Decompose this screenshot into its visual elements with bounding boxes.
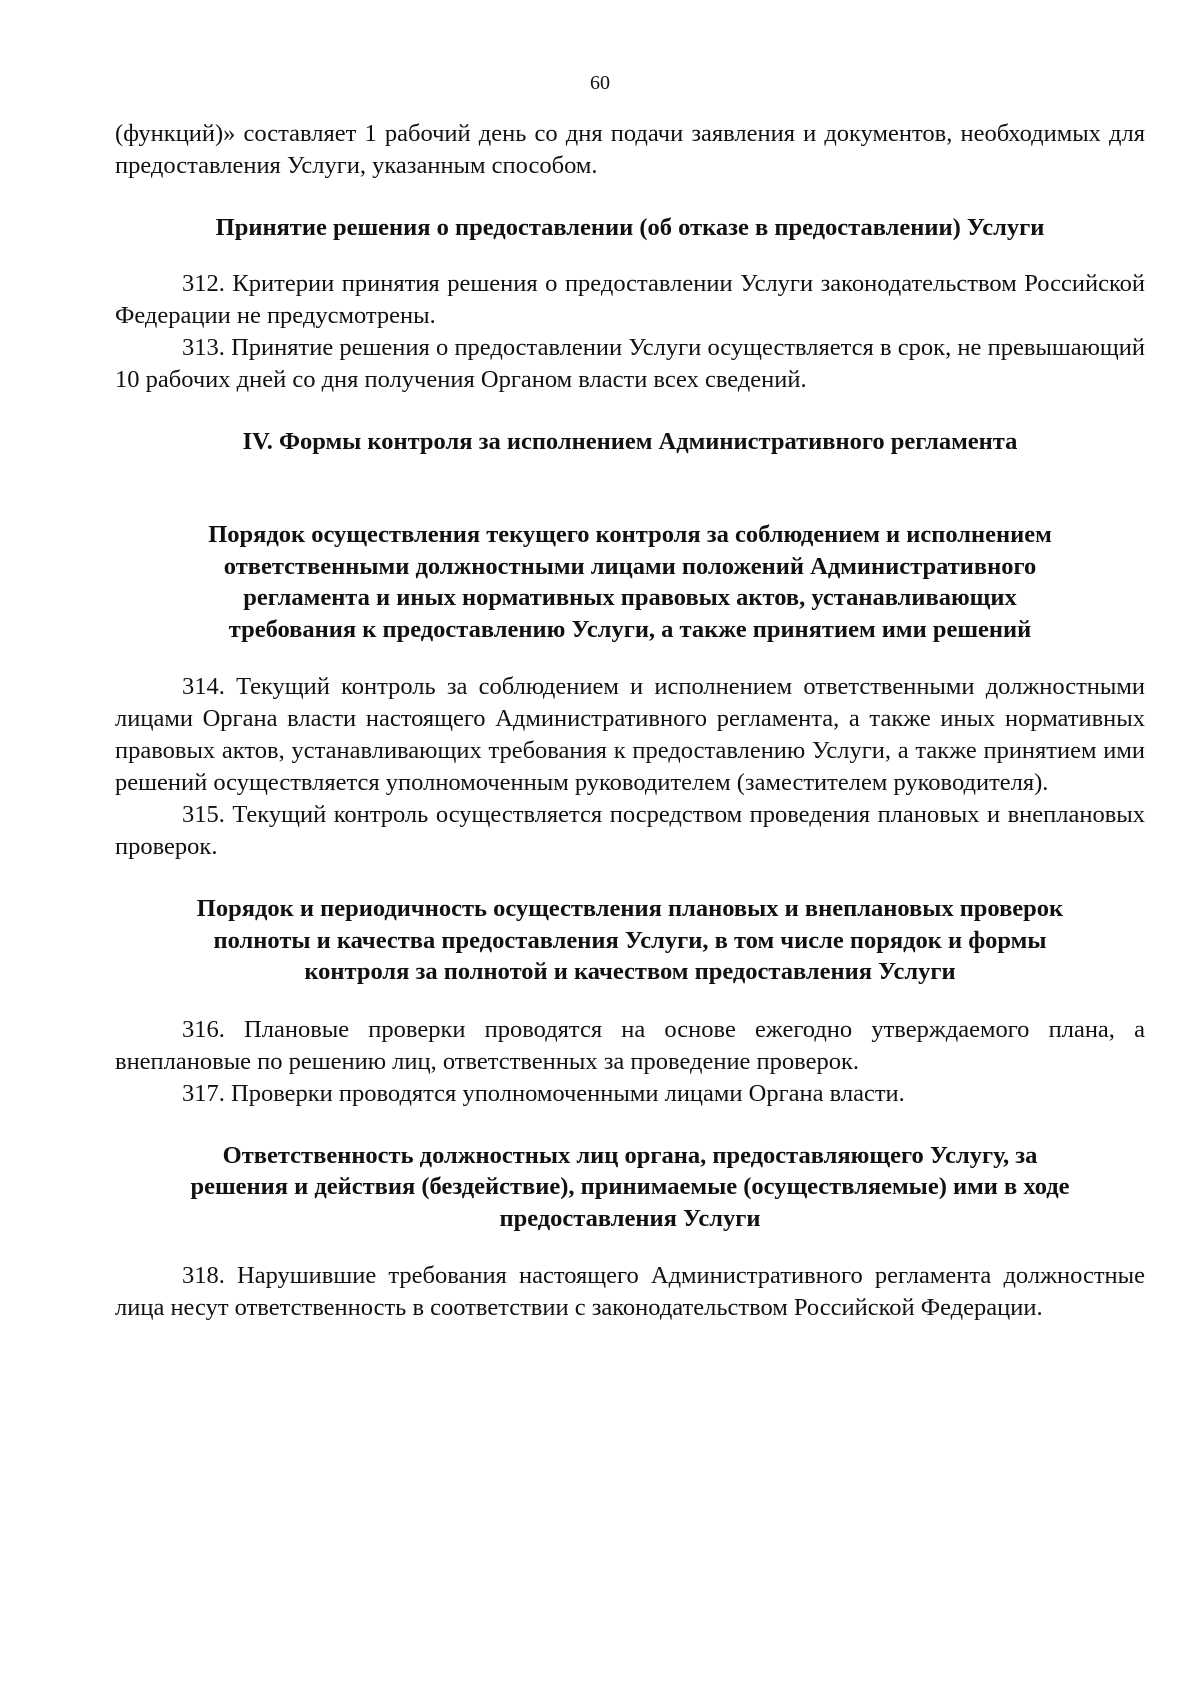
document-body [115,118,1145,1324]
paragraph-315: 315. Текущий контроль осуществляется посредством проведения плановых и внеплановых проверок. [115,801,1145,860]
heading-line: Порядок осуществления текущего контроля за соблюдением и исполнением [208,521,1052,548]
paragraph-314: 314. Текущий контроль за соблюдением и исполнением ответственными должностными лицами Органа власти настоящего Административного регламента, а также иных нормативных правовых актов, устанавливающих требования к предоставлению Услуги, а также принятием ими решений осуществляется уполномоченным руководителем (заместителем руководителя). [115,673,1145,796]
heading-current-control [115,519,1145,645]
paragraph-313: 313. Принятие решения о предоставлении Услуги осуществляется в срок, не превышающий 10 рабочих дней со дня получения Органом власти всех сведений. [115,333,1145,393]
heading-line: регламента и иных нормативных правовых актов, устанавливающих [243,584,1017,611]
heading-line: Ответственность должностных лиц органа, предоставляющего Услугу, за [222,1141,1038,1169]
heading-line: требования к предоставлению Услуги, а также принятием ими решений [228,615,1032,643]
paragraph-316: 316. Плановые проверки проводятся на основе ежегодно утверждаемого плана, а внеплановые по решению лиц, ответственных за проведение проверок. [115,1015,1145,1075]
paragraph-continuation: (функций)» составляет 1 рабочий день со дня подачи заявления и документов, необходимых для предоставления Услуги, указанным способом. [115,120,1145,179]
heading-line: решения и действия (бездействие), принимаемые (осуществляемые) ими в ходе [190,1173,1070,1200]
heading-inspections [115,893,1145,988]
heading-line: полноты и качества предоставления Услуги, в том числе порядок и формы [213,926,1047,954]
heading-line: контроля за полнотой и качеством предоставления Услуги [304,958,956,985]
heading-line: Порядок и периодичность осуществления плановых и внеплановых проверок [196,895,1064,922]
heading-section-4 [115,426,1145,458]
paragraph-317: 317. Проверки проводятся уполномоченными лицами Органа власти. [182,1079,905,1107]
heading-line: ответственными должностными лицами положений Административного [223,552,1037,580]
heading-responsibility [115,1140,1145,1235]
heading-decision [115,212,1145,244]
paragraph-318: 318. Нарушившие требования настоящего Административного регламента должностные лица несут ответственность в соответствии с законодательством Российской Федерации. [115,1262,1145,1321]
heading-line: Принятие решения о предоставлении (об отказе в предоставлении) Услуги [215,214,1045,241]
heading-line: IV. Формы контроля за исполнением Административного регламента [242,427,1018,455]
heading-line: предоставления Услуги [499,1204,761,1232]
paragraph-312: 312. Критерии принятия решения о предоставлении Услуги законодательством Российской Федерации не предусмотрены. [115,269,1145,329]
page-number: 60 [590,72,610,94]
